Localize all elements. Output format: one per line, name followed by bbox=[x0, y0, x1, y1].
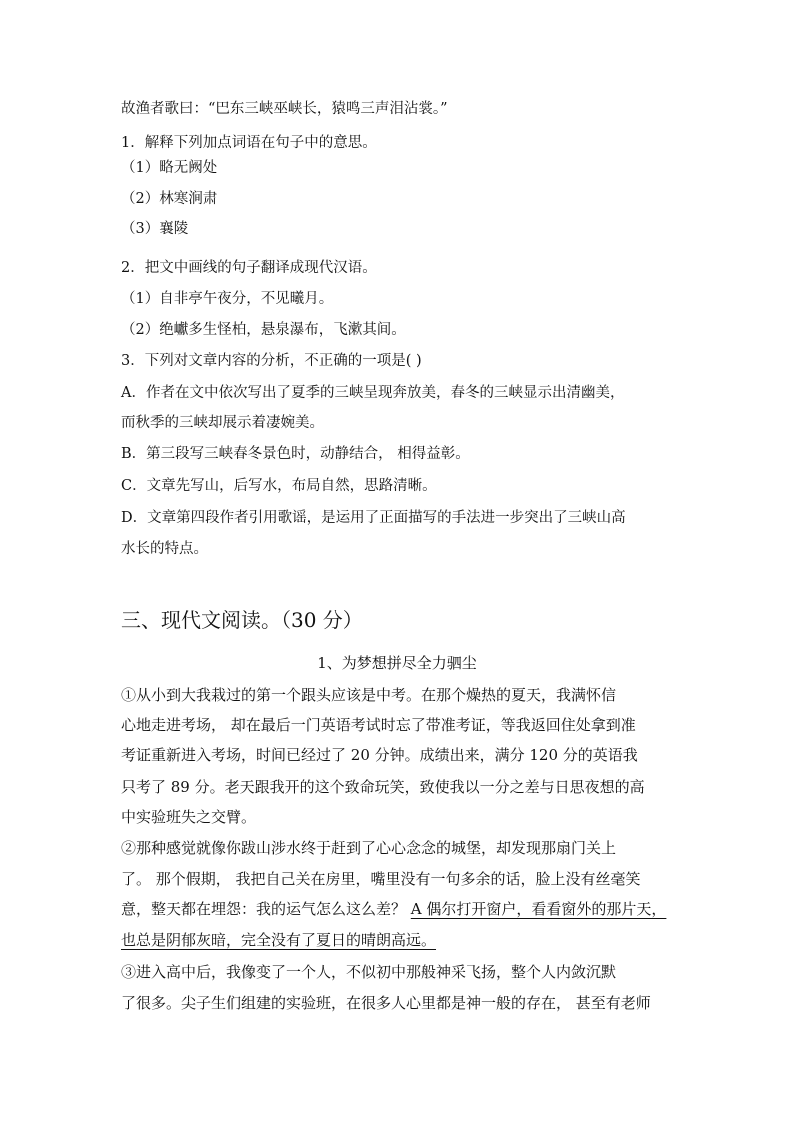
question-3-option-b: B．第三段写三峡春冬景色时，动静结合， 相得益彰。 bbox=[121, 446, 470, 462]
question-3-option-a-cont: 而秋季的三峡却展示着凄婉美。 bbox=[121, 415, 324, 431]
paragraph-2-line: 了。 那个假期， 我把自己关在房里，嘴里没有一句多余的话，脸上没有丝毫笑 bbox=[121, 870, 641, 888]
question-1-item: （3）襄陵 bbox=[121, 221, 189, 237]
question-2-item: （2）绝巘多生怪柏，悬泉瀑布，飞漱其间。 bbox=[121, 322, 406, 338]
question-3-option-a: A．作者在文中依次写出了夏季的三峡呈现奔放美，春冬的三峡显示出清幽美， bbox=[121, 385, 625, 401]
question-2-stem: 2．把文中画线的句子翻译成现代汉语。 bbox=[121, 260, 377, 276]
question-3-option-d: D．文章第四段作者引用歌谣，是运用了正面描写的手法进一步突出了三峡山高 bbox=[121, 510, 626, 526]
paragraph-1-line: 中实验班失之交臂。 bbox=[121, 808, 257, 826]
paragraph-3-line: ③进入高中后，我像变了一个人，不似初中那般神采飞扬，整个人内敛沉默 bbox=[121, 963, 617, 981]
paragraph-1-line: 只考了 89 分。老天跟我开的这个致命玩笑，致使我以一分之差与日思夜想的高 bbox=[121, 778, 645, 796]
classical-song-line: 故渔者歌曰：“巴东三峡巫峡长，猿鸣三声泪沾裳。” bbox=[121, 101, 448, 117]
question-3-stem: 3．下列对文章内容的分析，不正确的一项是( ) bbox=[121, 353, 422, 369]
article-title: 1、为梦想拼尽全力驷尘 bbox=[317, 654, 477, 672]
paragraph-3-line: 了很多。尖子生们组建的实验班，在很多人心里都是神一般的存在， 甚至有老师 bbox=[121, 994, 651, 1012]
section-title: 三、现代文阅读。（30 分） bbox=[121, 608, 363, 632]
paragraph-2-line bbox=[121, 930, 436, 950]
question-1-item: （1）略无阙处 bbox=[121, 160, 218, 176]
paragraph-1-line: ①从小到大我栽过的第一个跟头应该是中考。在那个燥热的夏天，我满怀信 bbox=[121, 686, 617, 704]
paragraph-1-line: 心地走进考场， 却在最后一门英语考试时忘了带准考证，等我返回住处拿到准 bbox=[121, 716, 636, 734]
paragraph-1-line: 考证重新进入考场，时间已经过了 20 分钟。成绩出来，满分 120 分的英语我 bbox=[121, 746, 638, 764]
underlined-sentence-a: A 偶尔打开窗户，看看窗外的那片天， bbox=[410, 900, 667, 918]
question-2-item: （1）自非亭午夜分，不见曦月。 bbox=[121, 291, 334, 307]
paragraph-2-line: ②那种感觉就像你跋山涉水终于赶到了心心念念的城堡，却发现那扇门关上 bbox=[121, 839, 617, 857]
question-1-stem: 1．解释下列加点词语在句子中的意思。 bbox=[121, 135, 377, 151]
question-3-option-d-cont: 水长的特点。 bbox=[121, 541, 208, 557]
question-3-option-c: C．文章先写山，后写水，布局自然，思路清晰。 bbox=[121, 478, 437, 494]
question-1-item: （2）林寒涧肃 bbox=[121, 191, 218, 207]
underlined-sentence-a-cont: 也总是阴郁灰暗，完全没有了夏日的晴朗高远。 bbox=[121, 931, 437, 949]
paragraph-2-plain-text: 意，整天都在埋怨：我的运气怎么这么差？ bbox=[121, 900, 411, 918]
paragraph-2-line bbox=[121, 899, 666, 919]
